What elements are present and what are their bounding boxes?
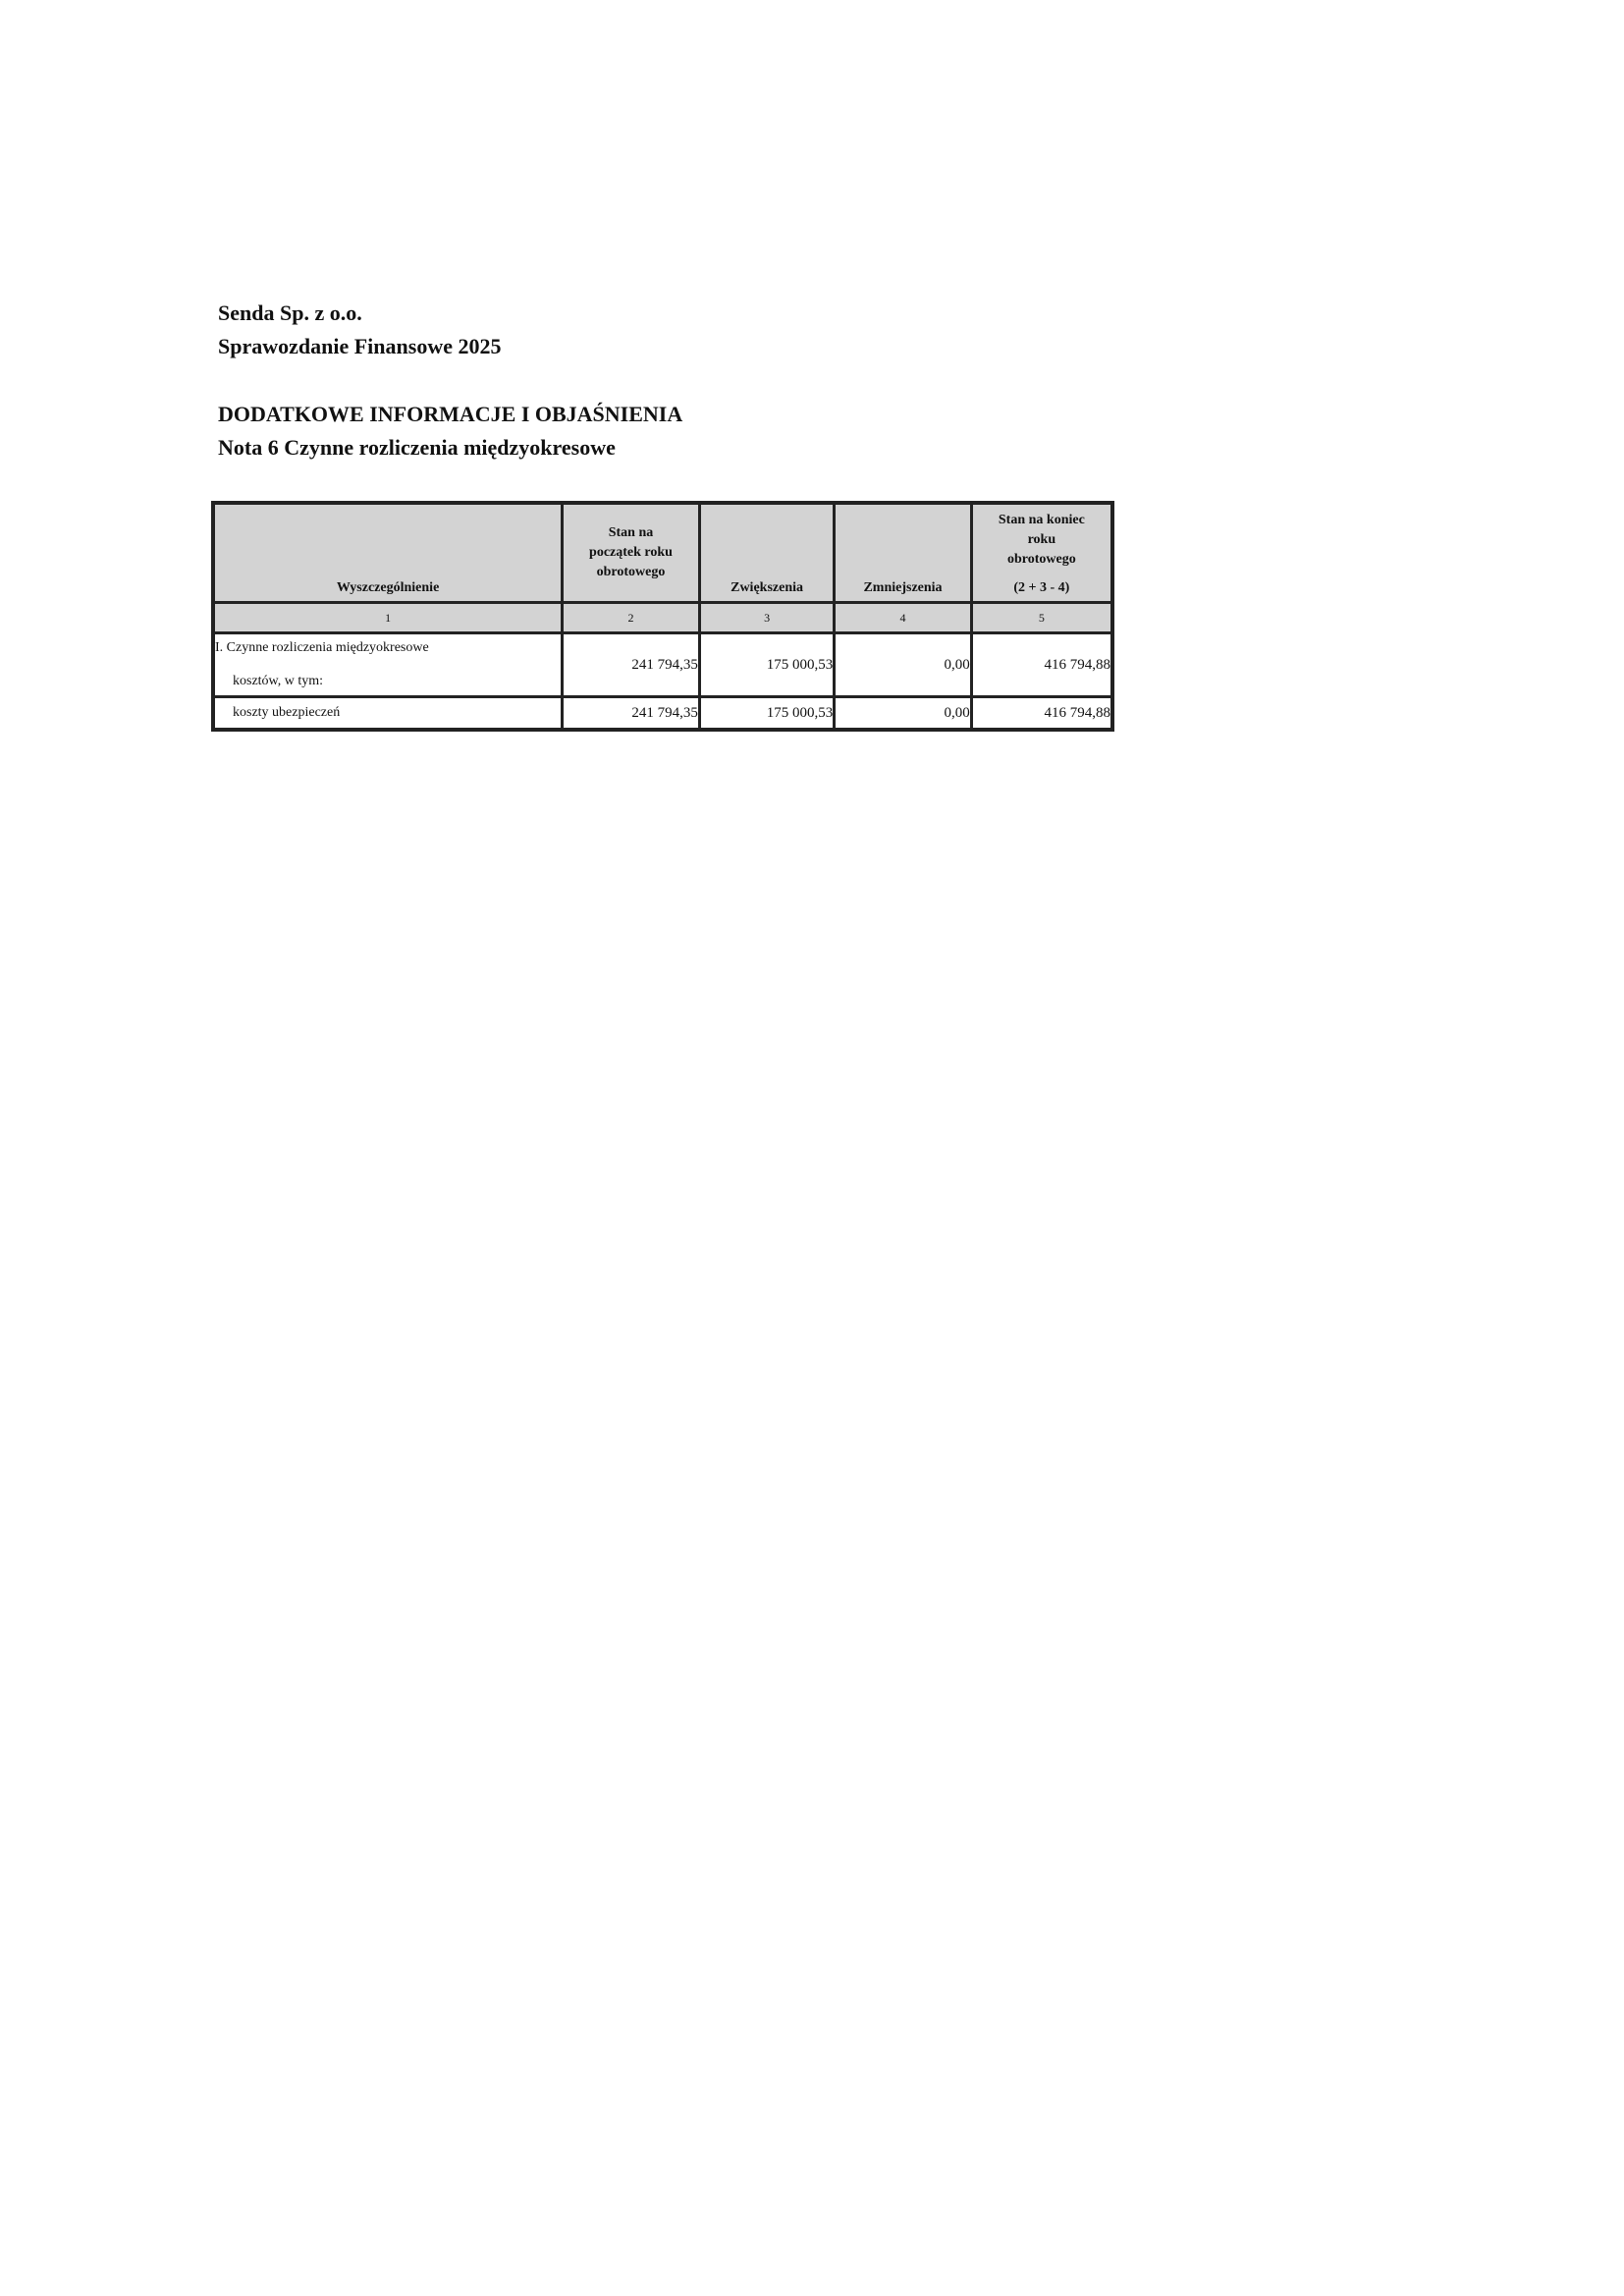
table-row	[213, 633, 1112, 697]
column-number: 1	[213, 603, 563, 633]
row-label: koszty ubezpieczeń	[213, 697, 563, 731]
column-number: 4	[835, 603, 971, 633]
start-balance-value: 241 794,35	[563, 633, 700, 697]
column-number-row	[213, 603, 1112, 633]
note-table	[211, 501, 1114, 732]
end-balance-formula: (2 + 3 - 4)	[1013, 580, 1070, 595]
column-number: 5	[971, 603, 1112, 633]
section-heading	[218, 398, 682, 465]
increase-value: 175 000,53	[699, 633, 834, 697]
column-header-start-balance: Stan na początek roku obrotowego	[563, 503, 700, 603]
decrease-value: 0,00	[835, 633, 971, 697]
row-label: I. Czynne rozliczenia międzyokresowe kosztów, w tym:	[213, 633, 563, 697]
note-title: Nota 6 Czynne rozliczenia międzyokresowe	[218, 435, 616, 460]
table-row	[213, 697, 1112, 731]
end-balance-value: 416 794,88	[971, 633, 1112, 697]
column-number: 3	[699, 603, 834, 633]
company-name: Senda Sp. z o.o.	[218, 301, 362, 325]
table-header-row	[213, 503, 1112, 603]
column-number: 2	[563, 603, 700, 633]
section-title: DODATKOWE INFORMACJE I OBJAŚNIENIA	[218, 402, 683, 426]
document-header	[218, 297, 501, 363]
start-balance-value: 241 794,35	[563, 697, 700, 731]
column-header-increases: Zwiększenia	[699, 503, 834, 603]
decrease-value: 0,00	[835, 697, 971, 731]
column-header-decreases: Zmniejszenia	[835, 503, 971, 603]
column-header-description: Wyszczególnienie	[213, 503, 563, 603]
column-header-end-balance: Stan na koniec roku obrotowego (2 + 3 - 4)	[971, 503, 1112, 603]
end-balance-value: 416 794,88	[971, 697, 1112, 731]
increase-value: 175 000,53	[699, 697, 834, 731]
report-title: Sprawozdanie Finansowe 2025	[218, 334, 502, 358]
